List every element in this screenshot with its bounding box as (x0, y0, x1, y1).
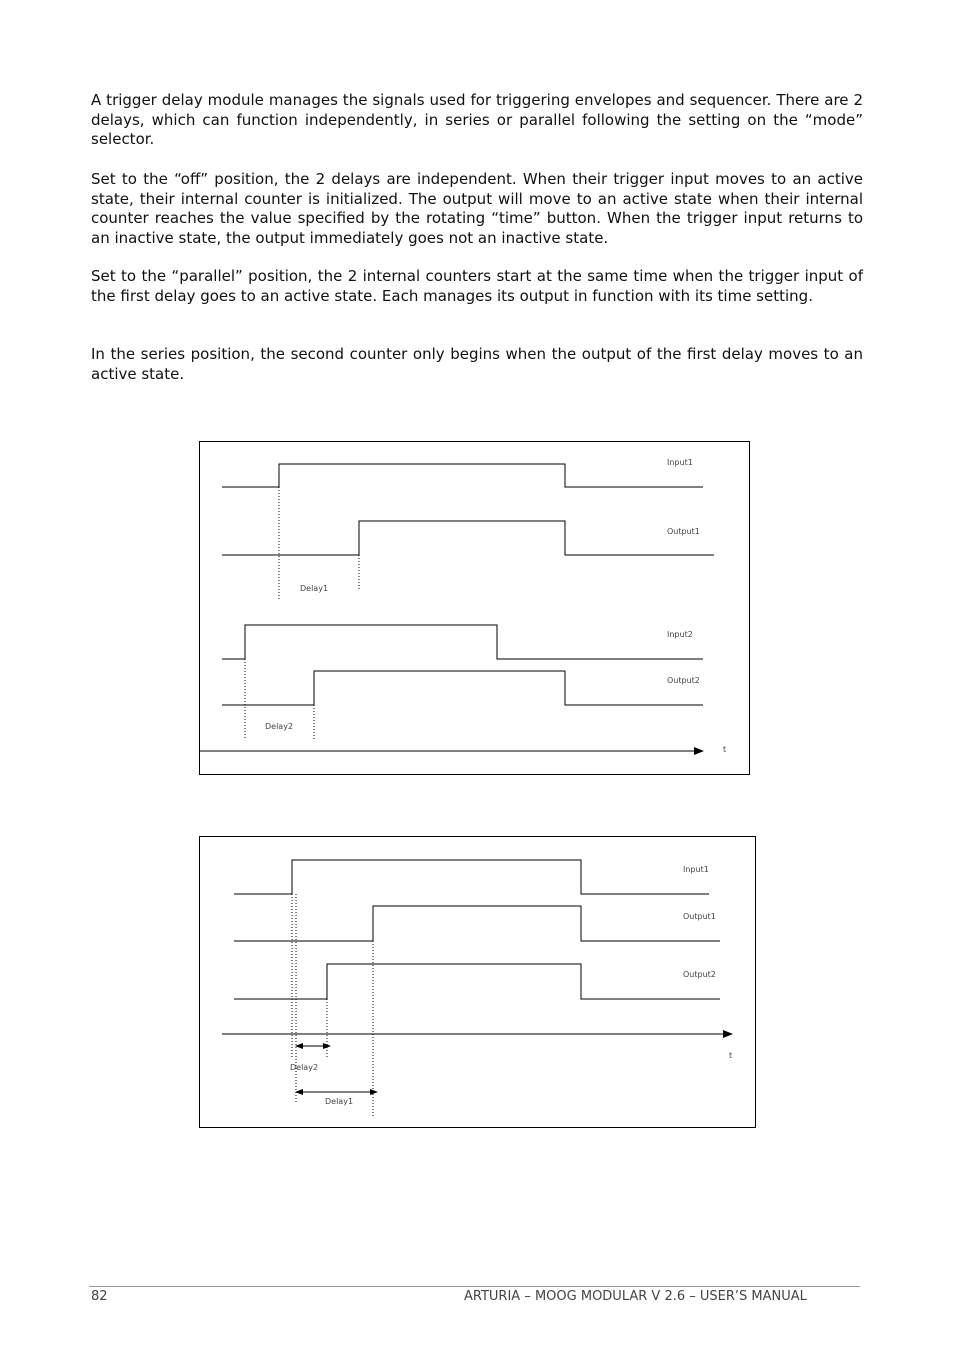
output1-label: Output1 (683, 912, 716, 921)
delay1-label: Delay1 (325, 1097, 354, 1106)
output2-label: Output2 (667, 676, 700, 685)
timing-diagram-independent (199, 441, 751, 776)
timing-diagram-series (199, 836, 757, 1129)
diagram-frame (200, 837, 756, 1128)
delay1-label: Delay1 (300, 584, 329, 593)
input1-signal (222, 464, 703, 487)
output2-signal (222, 671, 703, 705)
manual-title: ARTURIA – MOOG MODULAR V 2.6 – USER’S MANUAL (464, 1289, 807, 1304)
delay2-label: Delay2 (290, 1063, 319, 1072)
output2-signal (234, 964, 720, 999)
delay2-label: Delay2 (265, 722, 294, 731)
input2-signal (222, 625, 703, 659)
paragraph-series-mode: In the series position, the second counter only begins when the output of the first delay moves to an active state. (91, 345, 863, 383)
input2-label: Input2 (667, 630, 693, 639)
time-axis-label: t (729, 1051, 733, 1060)
input1-label: Input1 (667, 458, 693, 467)
output1-label: Output1 (667, 527, 700, 536)
output1-signal (222, 521, 714, 555)
output1-signal (234, 906, 720, 941)
paragraph-intro: A trigger delay module manages the signals used for triggering envelopes and sequencer. There are 2 delays, which can function independently, in series or parallel following the setting on the “mode” selector. (91, 91, 863, 149)
output2-label: Output2 (683, 970, 716, 979)
paragraph-off-mode: Set to the “off” position, the 2 delays are independent. When their trigger input moves to an active state, their internal counter is initialized. The output will move to an active state when their internal counter reaches the value specified by the rotating “time” button. When the trigger input returns to an inactive state, the output immediately goes not an inactive state. (91, 170, 863, 247)
input1-label: Input1 (683, 865, 709, 874)
page-number: 82 (91, 1289, 108, 1304)
footer-divider (89, 1286, 860, 1287)
paragraph-parallel-mode: Set to the “parallel” position, the 2 internal counters start at the same time when the trigger input of the first delay goes to an active state. Each manages its output in function with its time setting. (91, 267, 863, 305)
input1-signal (234, 860, 709, 894)
time-axis-label: t (723, 745, 727, 754)
